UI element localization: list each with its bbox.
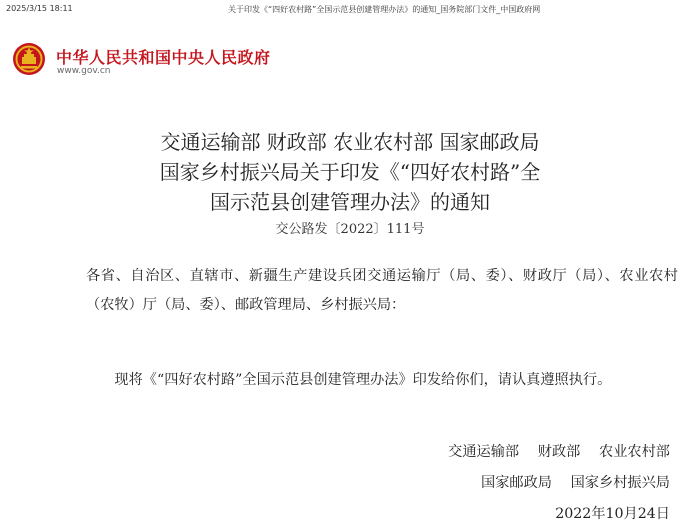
print-header [0, 0, 700, 16]
site-name: 中华人民共和国中央人民政府 [56, 48, 271, 67]
addressee-paragraph: 各省、自治区、直辖市、新疆生产建设兵团交通运输厅（局、委）、财政厅（局）、农业农村（农牧）厅（局、委）、邮政管理局、乡村振兴局： [86, 268, 678, 313]
document-title [60, 127, 640, 217]
body-paragraph: 现将《“四好农村路”全国示范县创建管理办法》印发给你们，请认真遵照执行。 [114, 372, 612, 388]
print-datetime: 2025/3/15 18:11 [6, 4, 73, 13]
document-number: 交公路发〔2022〕111号 [275, 222, 425, 237]
document-date: 2022年10月24日 [555, 506, 670, 522]
title-line-3: 国示范县创建管理办法》的通知 [210, 190, 490, 214]
national-emblem-icon [12, 42, 46, 76]
site-url: www.gov.cn [57, 66, 111, 76]
print-page-title: 关于印发《“四好农村路”全国示范县创建管理办法》的通知_国务院部门文件_中国政府网 [228, 5, 541, 14]
title-line-2: 国家乡村振兴局关于印发《“四好农村路”全 [159, 160, 541, 184]
site-header[interactable] [12, 42, 412, 82]
signers-line-2: 国家邮政局 国家乡村振兴局 [481, 475, 670, 491]
title-line-1: 交通运输部 财政部 农业农村部 国家邮政局 [160, 130, 540, 154]
signers-line-1: 交通运输部 财政部 农业农村部 [448, 444, 670, 460]
